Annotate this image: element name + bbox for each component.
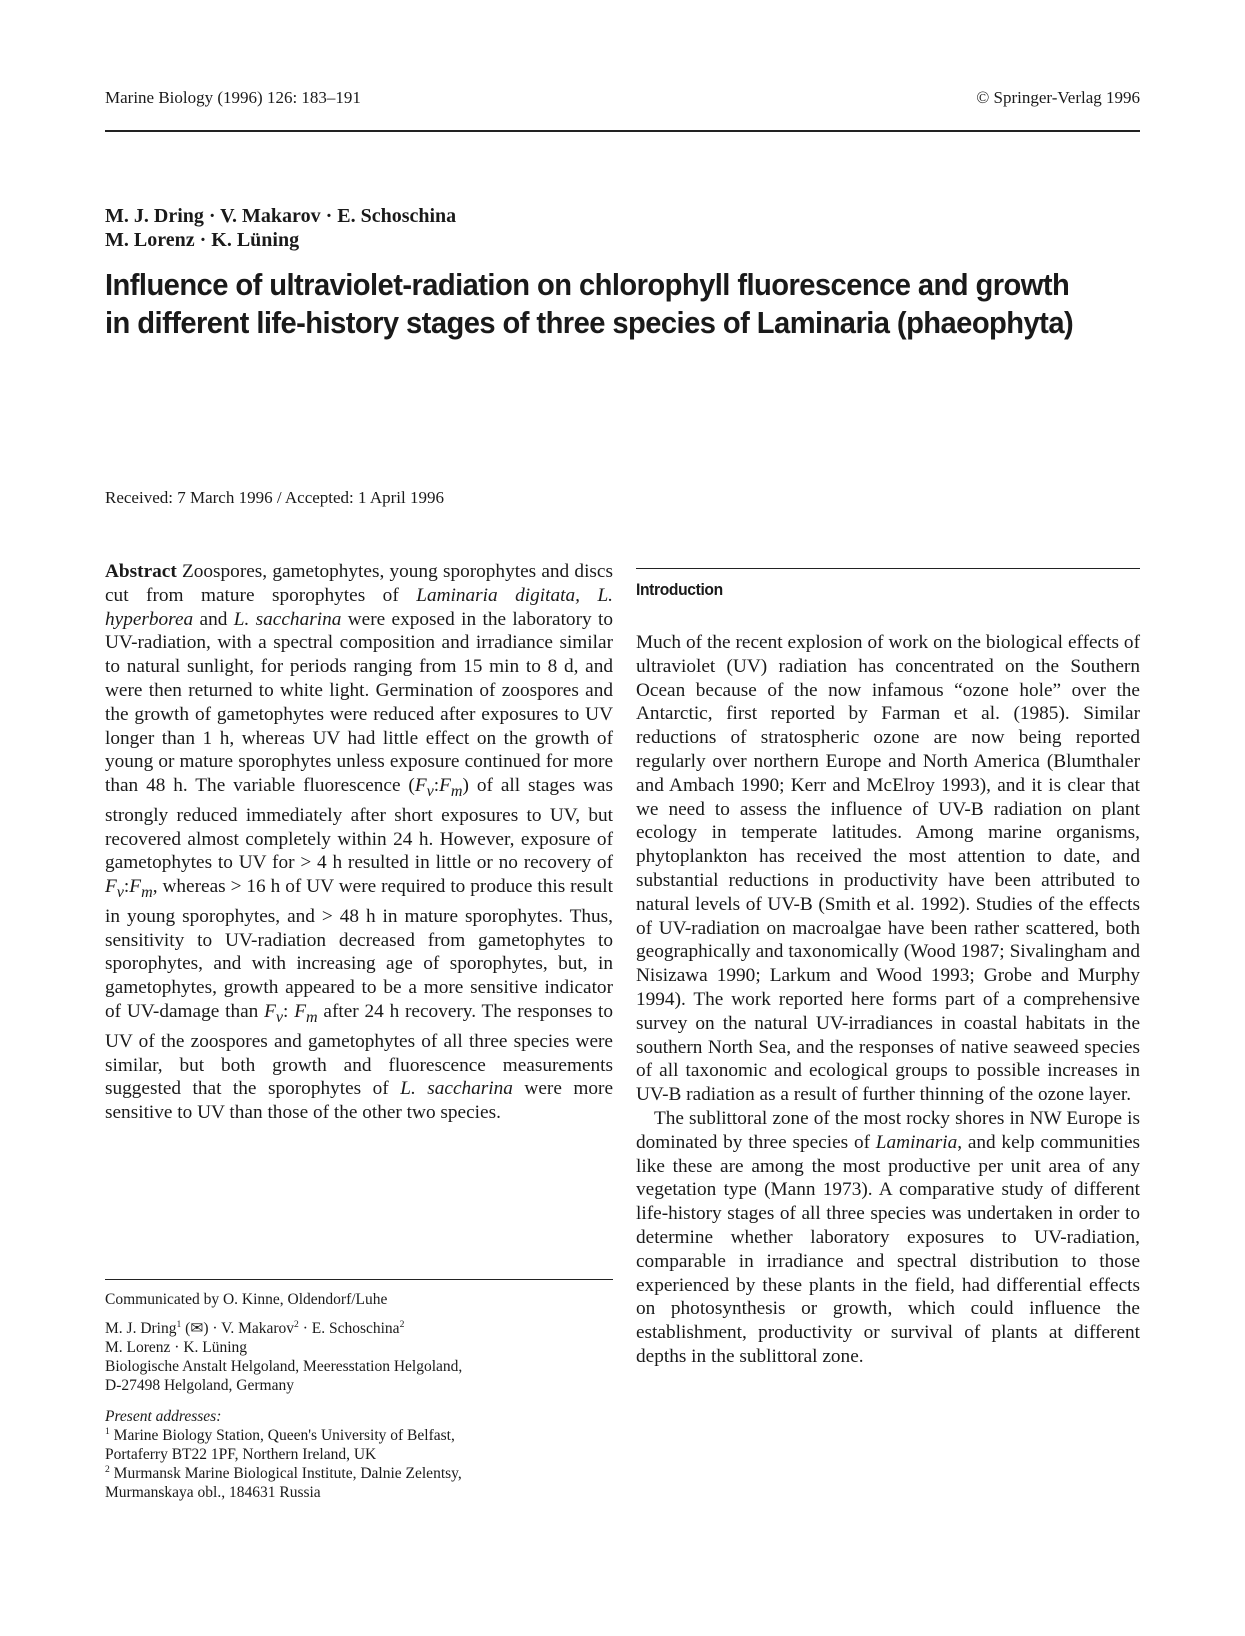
species-name: L. saccharina [233,608,342,630]
author-line-2: M. Lorenz · K. Lüning [105,229,300,251]
intro-paragraph-2: The sublittoral zone of the most rocky shores in NW Europe is dominated by three species of Laminaria, and kelp communities like these are among the most productive per unit area of any vegetation type (Mann 1973). A comparative study of different life-history stages of all three species was undertaken in order to determine whether laboratory exposures to UV-radiation, comparable in irradiance and spectral distribution to those experienced by these plants in the field, had differential effects on photosynthesis or growth, which could influence the establishment, productivity or survival of plants at different depths in the sublittoral zone. [636,1107,1140,1367]
introduction-body [636,631,1140,1369]
affiliation-authors-2: M. Lorenz · K. Lüning [105,1339,248,1356]
abstract-text: and [193,608,234,630]
journal-citation: Marine Biology (1996) 126: 183–191 [105,88,361,107]
symbol-sub: m [450,783,463,801]
symbol-f: F [264,1001,276,1023]
symbol-sep: : [123,876,130,898]
genus-name: Laminaria [875,1131,958,1153]
abstract-text: , whereas > 16 h of UV were required to produce this result in young sporophytes, and > 48 h in mature sporophytes. Thus, sensitivity to UV-radiation decreased from gametophytes to sporophytes, and with increasing age of sporophytes, but, in gametophytes, growth appeared to be a more sensitive indicator of UV-damage than [105,876,613,1023]
introduction-heading: Introduction [636,580,723,599]
symbol-sub: m [305,1008,318,1026]
symbol-sub: v [275,1008,284,1026]
affiliation-address: D-27498 Helgoland, Germany [105,1377,294,1394]
abstract-text: were more sensitive to UV than those of the other two species. [105,1078,613,1124]
abstract-text: Zoospores, gametophytes, young sporophytes and discs cut from mature sporophytes of [105,561,613,606]
present-address-2: $^2$ Murmansk Marine Biological Institute, Dalnie Zelentsy, [105,1463,462,1482]
symbol-f: F [294,1001,306,1023]
symbol-sub: m [141,884,153,902]
abstract-text: were exposed in the laboratory to UV-radiation, with a spectral composition and irradiance similar to natural sunlight, for periods ranging from 15 min to 8 d, and were then returned to white light. Germination of zoospores and the growth of gametophytes were reduced after exposures to UV longer than 1 h, whereas UV had little effect on the growth of young or mature sporophytes unless exposure continued for more than 48 h. The variable fluorescence ( [105,608,614,797]
abstract-text: ) of all stages was strongly reduced immediately after short exposures to UV, but recovered almost completely within 24 h. However, exposure of gametophytes to UV for > 4 h resulted in little or no recovery of [105,775,613,874]
present-address-1-cont: Portaferry BT22 1PF, Northern Ireland, UK [105,1446,377,1463]
symbol-f: F [129,876,142,898]
received-accepted-dates: Received: 7 March 1996 / Accepted: 1 April 1996 [105,488,444,507]
author-list [105,204,456,252]
species-names: Laminaria digitata, L. hyperborea [105,584,613,630]
symbol-sub: v [426,783,434,801]
header-rule [105,130,1140,132]
affiliation-institution: Biologische Anstalt Helgoland, Meeresstation Helgoland, [105,1358,463,1375]
envelope-icon: ✉ [190,1320,204,1337]
section-rule [636,568,1140,569]
author-line-1: M. J. Dring · V. Makarov · E. Schoschina [105,205,457,227]
article-title: Influence of ultraviolet-radiation on chlorophyll fluorescence and growth in different life-history stages of three species of Laminaria (phaeophyta) [105,267,1074,340]
copyright-notice: © Springer-Verlag 1996 [976,88,1140,107]
present-address-1: $^1$ Marine Biology Station, Queen's University of Belfast, [105,1425,455,1444]
symbol-f: F [414,775,427,797]
footnotes [105,1290,613,1502]
symbol-f: F [439,775,451,797]
abstract-label: Abstract [105,561,177,582]
symbol-sep: : [283,1001,295,1023]
abstract-text: after 24 h recovery. The responses to UV of the zoospores and gametophytes of all three species were similar, but both growth and fluorescence measurements suggested that the sporophytes of [105,1001,614,1100]
species-name: L. saccharina [400,1078,513,1100]
footnote-rule [105,1279,613,1280]
present-address-2-cont: Murmanskaya obl., 184631 Russia [105,1484,321,1501]
abstract [105,560,613,1125]
communicated-by: Communicated by O. Kinne, Oldendorf/Luhe [105,1291,388,1308]
affiliation-authors: M. J. Dring$^1$ (✉) · V. Makarov$^2$ · E. Schoschina$^2$ [105,1318,405,1337]
present-addresses-label: Present addresses: [105,1408,222,1425]
symbol-sub: v [116,884,124,902]
symbol-f: F [105,876,117,898]
intro-paragraph-1: Much of the recent explosion of work on the biological effects of ultraviolet (UV) radiation has concentrated on the Southern Ocean because of the now infamous “ozone hole” over the Antarctic, first reported by Farman et al. (1985). Similar reductions of stratospheric ozone are now being reported regularly over northern Europe and North America (Blumthaler and Ambach 1990; Kerr and McElroy 1993), and it is clear that we need to assess the influence of UV-B radiation on plant ecology in temperate latitudes. Among marine organisms, phytoplankton has received the most attention to date, and substantial reductions in productivity have been attributed to natural levels of UV-B (Smith et al. 1992). Studies of the effects of UV-radiation on macroalgae have been rather scattered, both geographically and taxonomically (Wood 1987; Sivalingham and Nisizawa 1990; Larkum and Wood 1993; Grobe and Murphy 1994). The work reported here forms part of a comprehensive survey on the natural UV-irradiances in coastal habitats in the southern North Sea, and the responses of native seaweed species of all taxonomic and ecological groups to possible increases in UV-B radiation as a result of further thinning of the ozone layer. [636,632,1140,1106]
symbol-sep: : [433,775,440,797]
